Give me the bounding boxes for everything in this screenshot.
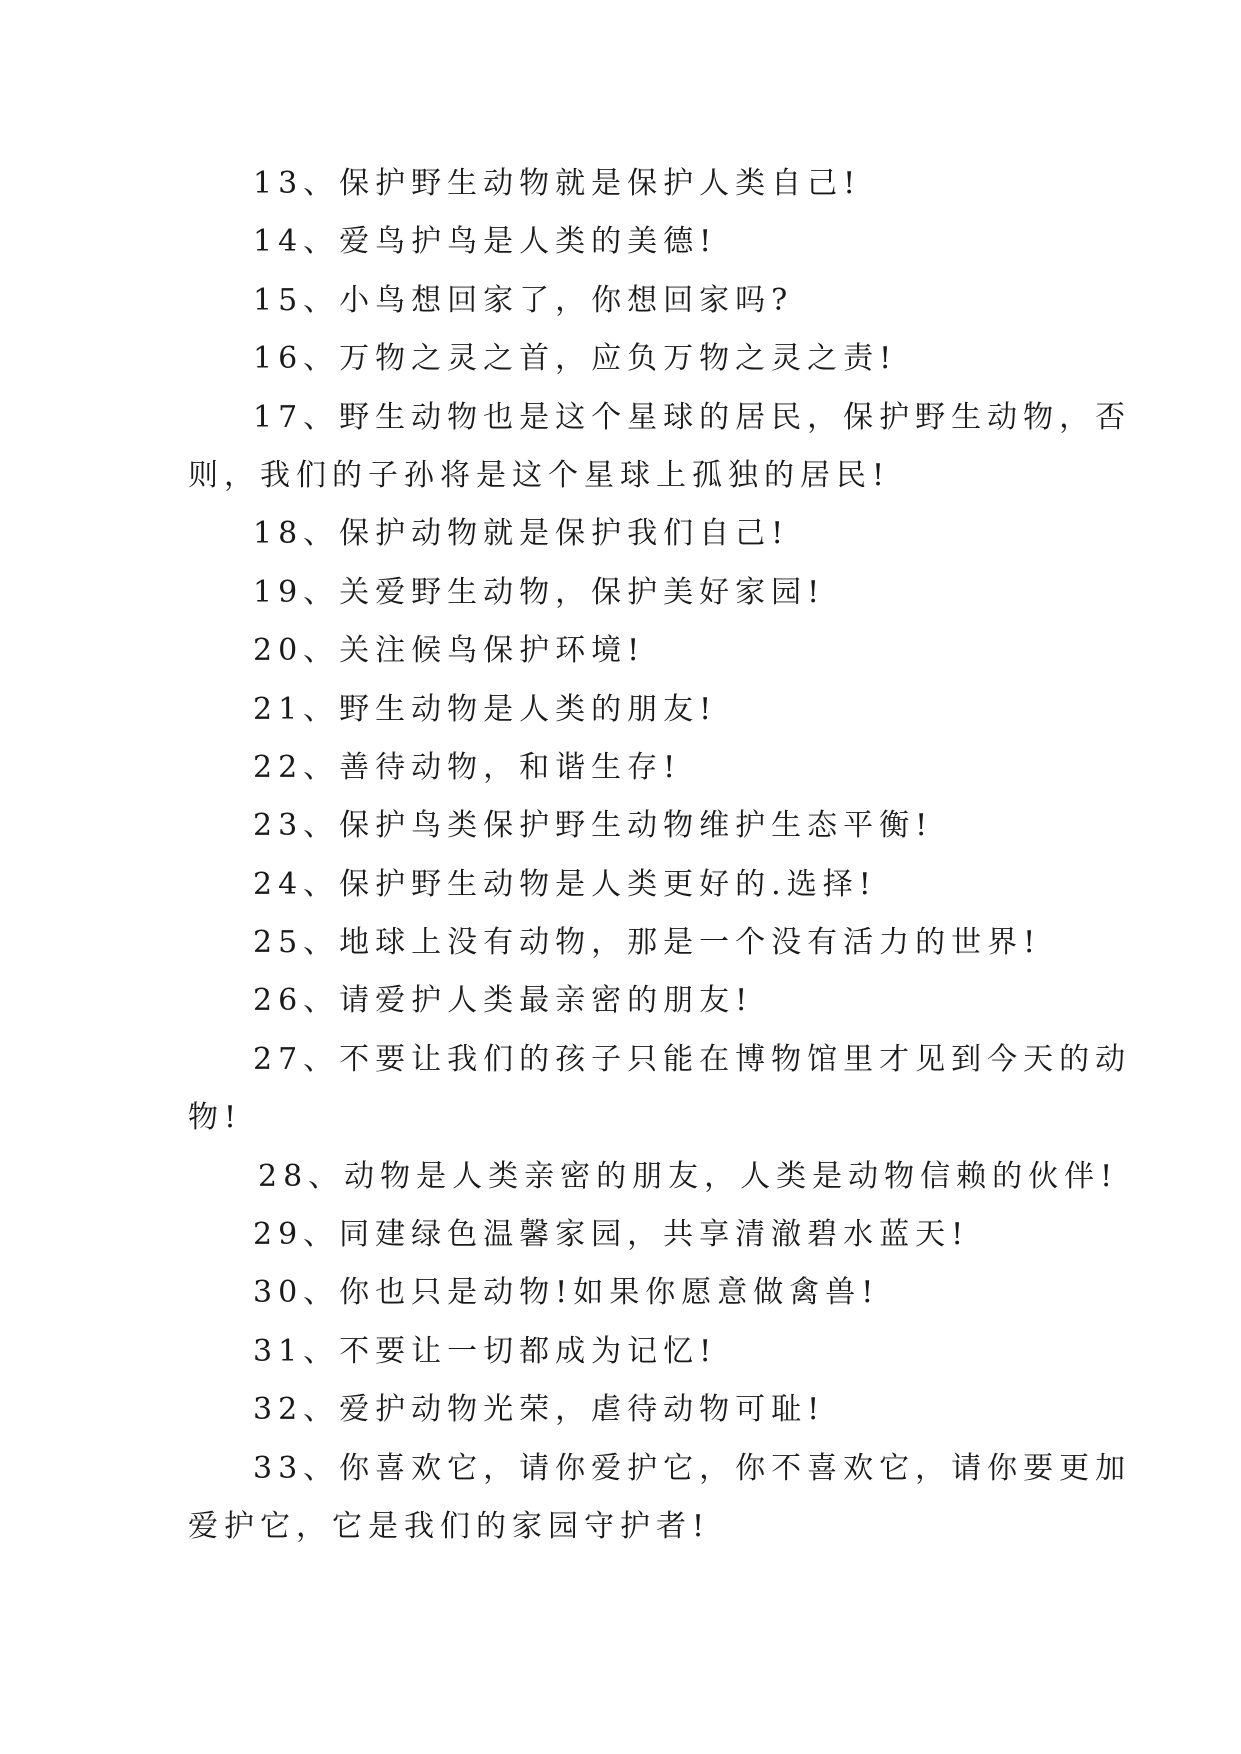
slogan-21: 21、野生动物是人类的朋友!	[253, 691, 718, 727]
slogan-26: 26、请爱护人类最亲密的朋友!	[253, 983, 754, 1019]
slogan-27-line1: 27、不要让我们的孩子只能在博物馆里才见到今天的动	[253, 1041, 1132, 1077]
slogan-14: 14、爱鸟护鸟是人类的美德!	[253, 224, 718, 260]
slogan-25: 25、地球上没有动物，那是一个没有活力的世界!	[253, 925, 1042, 961]
slogan-33-line1: 33、你喜欢它，请你爱护它，你不喜欢它，请你要更加	[253, 1450, 1132, 1486]
slogan-27-line2: 物!	[188, 1100, 243, 1136]
slogan-17-line2: 则，我们的子孙将是这个星球上孤独的居民!	[188, 457, 891, 493]
slogan-19: 19、关爱野生动物，保护美好家园!	[253, 574, 826, 610]
slogan-16: 16、万物之灵之首，应负万物之灵之责!	[253, 341, 898, 377]
slogan-32: 32、爱护动物光荣，虐待动物可耻!	[253, 1392, 826, 1428]
slogan-29: 29、同建绿色温馨家园，共享清澈碧水蓝天!	[253, 1217, 970, 1253]
slogan-20: 20、关注候鸟保护环境!	[253, 633, 646, 669]
slogan-30: 30、你也只是动物!如果你愿意做禽兽!	[253, 1275, 880, 1311]
slogan-23: 23、保护鸟类保护野生动物维护生态平衡!	[253, 808, 934, 844]
slogan-28: 28、动物是人类亲密的朋友，人类是动物信赖的伙伴!	[258, 1158, 1119, 1194]
slogan-15: 15、小鸟想回家了，你想回家吗?	[253, 282, 794, 318]
slogan-22: 22、善待动物，和谐生存!	[253, 749, 682, 785]
slogan-list	[188, 155, 1132, 1556]
slogan-13: 13、保护野生动物就是保护人类自己!	[253, 166, 862, 201]
slogan-33-line2: 爱护它，它是我们的家园守护者!	[188, 1508, 711, 1544]
slogan-18: 18、保护动物就是保护我们自己!	[253, 516, 790, 552]
slogan-31: 31、不要让一切都成为记忆!	[253, 1333, 718, 1369]
slogan-24: 24、保护野生动物是人类更好的.选择!	[253, 866, 877, 902]
slogan-17-line1: 17、野生动物也是这个星球的居民，保护野生动物，否	[253, 399, 1132, 435]
